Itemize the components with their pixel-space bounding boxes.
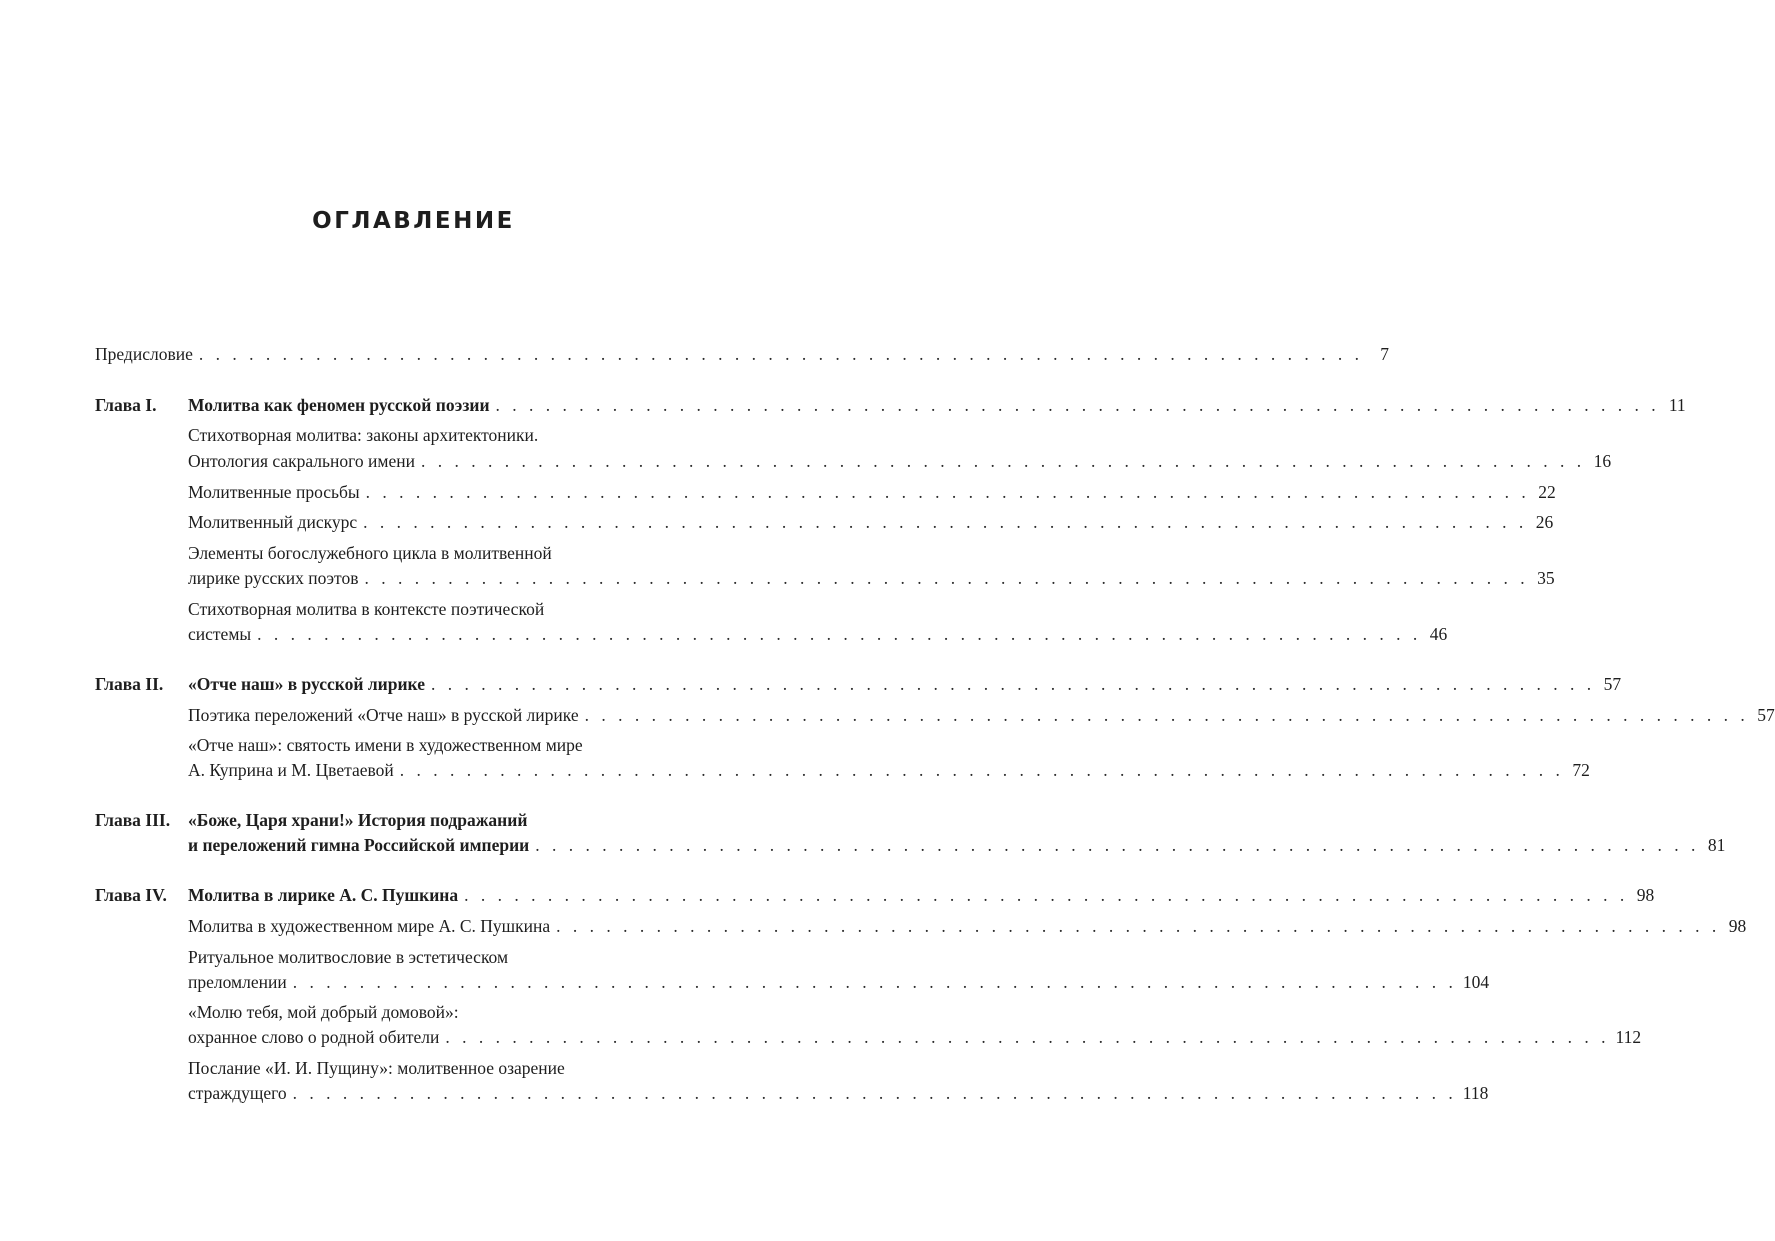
page-number: 57 — [1603, 674, 1622, 694]
chapter-title: «Отче наш» в русской лирике — [188, 674, 425, 694]
page-number: 26 — [1535, 512, 1554, 532]
section-title: преломлении — [188, 972, 287, 992]
section-title-line: Послание «И. И. Пущину»: молитвенное озарение — [188, 1058, 565, 1078]
page-number: 46 — [1429, 624, 1448, 644]
leader-dots: . . . . . . . . . . . . . . . . . . . . . . . . . . . . . . . . . . . . . . . . . . . . . . . . . . . . . . . . . . . . . . . . . . . . . . — [292, 972, 1457, 992]
section-title: Онтология сакрального имени — [188, 451, 415, 471]
section-title: системы — [188, 624, 252, 644]
toc-entry-text: Предисловие — [95, 344, 193, 364]
toc-chapter-4[interactable] — [0, 882, 1655, 908]
section-title: охранное слово о родной обители — [188, 1027, 440, 1047]
toc-section-line[interactable] — [0, 422, 827, 448]
toc-section-line[interactable] — [0, 596, 827, 622]
toc-entry-preface[interactable] — [0, 341, 1389, 367]
page-number: 118 — [1462, 1083, 1489, 1103]
leader-dots: . . . . . . . . . . . . . . . . . . . . . . . . . . . . . . . . . . . . . . . . . . . . . . . . . . . . . . . . . . . . . . . . . . . . . . — [365, 482, 1530, 502]
leader-dots: . . . . . . . . . . . . . . . . . . . . . . . . . . . . . . . . . . . . . . . . . . . . . . . . . . . . . . . . . . . . . . . . . . . . . . — [584, 705, 1749, 725]
chapter-label: Глава II. — [95, 674, 164, 694]
section-title-line: Ритуальное молитвословие в эстетическом — [188, 947, 509, 967]
toc-section-line[interactable] — [0, 540, 827, 566]
section-title-line: «Молю тебя, мой добрый домовой»: — [188, 1002, 459, 1022]
toc-chapter-3[interactable] — [0, 807, 827, 833]
toc-chapter-1[interactable] — [0, 392, 1686, 418]
section-title: лирике русских поэтов — [188, 568, 359, 588]
toc-section[interactable] — [0, 913, 1747, 939]
section-title: А. Куприна и М. Цветаевой — [188, 760, 394, 780]
toc-section-line[interactable] — [0, 944, 827, 970]
toc-section[interactable] — [0, 509, 1554, 535]
toc-section[interactable] — [0, 565, 1555, 591]
page-number: 57 — [1757, 705, 1775, 725]
leader-dots: . . . . . . . . . . . . . . . . . . . . . . . . . . . . . . . . . . . . . . . . . . . . . . . . . . . . . . . . . . . . . . . . . . . . . . — [399, 760, 1564, 780]
leader-dots: . . . . . . . . . . . . . . . . . . . . . . . . . . . . . . . . . . . . . . . . . . . . . . . . . . . . . . . . . . . . . . . . . . . . . . — [198, 344, 1363, 364]
section-title: Молитва в художественном мире А. С. Пушкина — [188, 916, 551, 936]
page-number: 11 — [1668, 395, 1686, 415]
chapter-title-line: «Боже, Царя храни!» История подражаний — [188, 810, 528, 830]
chapter-label: Глава I. — [95, 395, 157, 415]
leader-dots: . . . . . . . . . . . . . . . . . . . . . . . . . . . . . . . . . . . . . . . . . . . . . . . . . . . . . . . . . . . . . . . . . . . . . . — [292, 1083, 1457, 1103]
toc-section[interactable] — [0, 448, 1612, 474]
page-number: 104 — [1462, 972, 1490, 992]
toc-section[interactable] — [0, 479, 1556, 505]
toc-section-line[interactable] — [0, 1055, 827, 1081]
section-title: страждущего — [188, 1083, 287, 1103]
page-number: 16 — [1593, 451, 1612, 471]
leader-dots: . . . . . . . . . . . . . . . . . . . . . . . . . . . . . . . . . . . . . . . . . . . . . . . . . . . . . . . . . . . . . . . . . . . . . . — [464, 885, 1629, 905]
page-number: 98 — [1728, 916, 1747, 936]
toc-section-line[interactable] — [0, 999, 827, 1025]
page-title: ОГЛАВЛЕНИЕ — [312, 208, 515, 234]
section-title: Молитвенный дискурс — [188, 512, 358, 532]
chapter-label: Глава IV. — [95, 885, 167, 905]
toc-section[interactable] — [0, 757, 1590, 783]
section-title-line: Стихотворная молитва в контексте поэтической — [188, 599, 545, 619]
leader-dots: . . . . . . . . . . . . . . . . . . . . . . . . . . . . . . . . . . . . . . . . . . . . . . . . . . . . . . . . . . . . . . . . . . . . . . — [445, 1027, 1610, 1047]
chapter-title: Молитва как феномен русской поэзии — [188, 395, 490, 415]
chapter-title: и переложений гимна Российской империи — [188, 835, 530, 855]
toc-section[interactable] — [0, 702, 1775, 728]
toc-chapter-3-cont[interactable] — [0, 832, 1726, 858]
leader-dots: . . . . . . . . . . . . . . . . . . . . . . . . . . . . . . . . . . . . . . . . . . . . . . . . . . . . . . . . . . . . . . . . . . . . . . — [257, 624, 1422, 644]
page-number: 112 — [1615, 1027, 1642, 1047]
section-title: Поэтика переложений «Отче наш» в русской лирике — [188, 705, 579, 725]
leader-dots: . . . . . . . . . . . . . . . . . . . . . . . . . . . . . . . . . . . . . . . . . . . . . . . . . . . . . . . . . . . . . . . . . . . . . . — [495, 395, 1660, 415]
toc-section[interactable] — [0, 1080, 1489, 1106]
toc-section-line[interactable] — [0, 732, 827, 758]
leader-dots: . . . . . . . . . . . . . . . . . . . . . . . . . . . . . . . . . . . . . . . . . . . . . . . . . . . . . . . . . . . . . . . . . . . . . . — [363, 512, 1528, 532]
toc-section[interactable] — [0, 621, 1448, 647]
page-number: 35 — [1537, 568, 1555, 588]
leader-dots: . . . . . . . . . . . . . . . . . . . . . . . . . . . . . . . . . . . . . . . . . . . . . . . . . . . . . . . . . . . . . . . . . . . . . . — [556, 916, 1721, 936]
chapter-label: Глава III. — [95, 810, 171, 830]
page-number: 22 — [1538, 482, 1556, 502]
toc-section[interactable] — [0, 969, 1490, 995]
section-title-line: Стихотворная молитва: законы архитектоники. — [188, 425, 539, 445]
section-title-line: «Отче наш»: святость имени в художественном мире — [188, 735, 583, 755]
page-number: 7 — [1380, 344, 1389, 364]
leader-dots: . . . . . . . . . . . . . . . . . . . . . . . . . . . . . . . . . . . . . . . . . . . . . . . . . . . . . . . . . . . . . . . . . . . . . . — [420, 451, 1586, 471]
toc-section[interactable] — [0, 1024, 1642, 1050]
leader-dots: . . . . . . . . . . . . . . . . . . . . . . . . . . . . . . . . . . . . . . . . . . . . . . . . . . . . . . . . . . . . . . . . . . . . . . — [364, 568, 1529, 588]
section-title: Молитвенные просьбы — [188, 482, 360, 502]
leader-dots: . . . . . . . . . . . . . . . . . . . . . . . . . . . . . . . . . . . . . . . . . . . . . . . . . . . . . . . . . . . . . . . . . . . . . . — [430, 674, 1596, 694]
page-number: 72 — [1572, 760, 1590, 780]
toc-chapter-2[interactable] — [0, 671, 1622, 697]
page-number: 81 — [1707, 835, 1726, 855]
page-number: 98 — [1636, 885, 1655, 905]
section-title-line: Элементы богослужебного цикла в молитвенной — [188, 543, 552, 563]
leader-dots: . . . . . . . . . . . . . . . . . . . . . . . . . . . . . . . . . . . . . . . . . . . . . . . . . . . . . . . . . . . . . . . . . . . . . . — [535, 835, 1700, 855]
chapter-title: Молитва в лирике А. С. Пушкина — [188, 885, 459, 905]
